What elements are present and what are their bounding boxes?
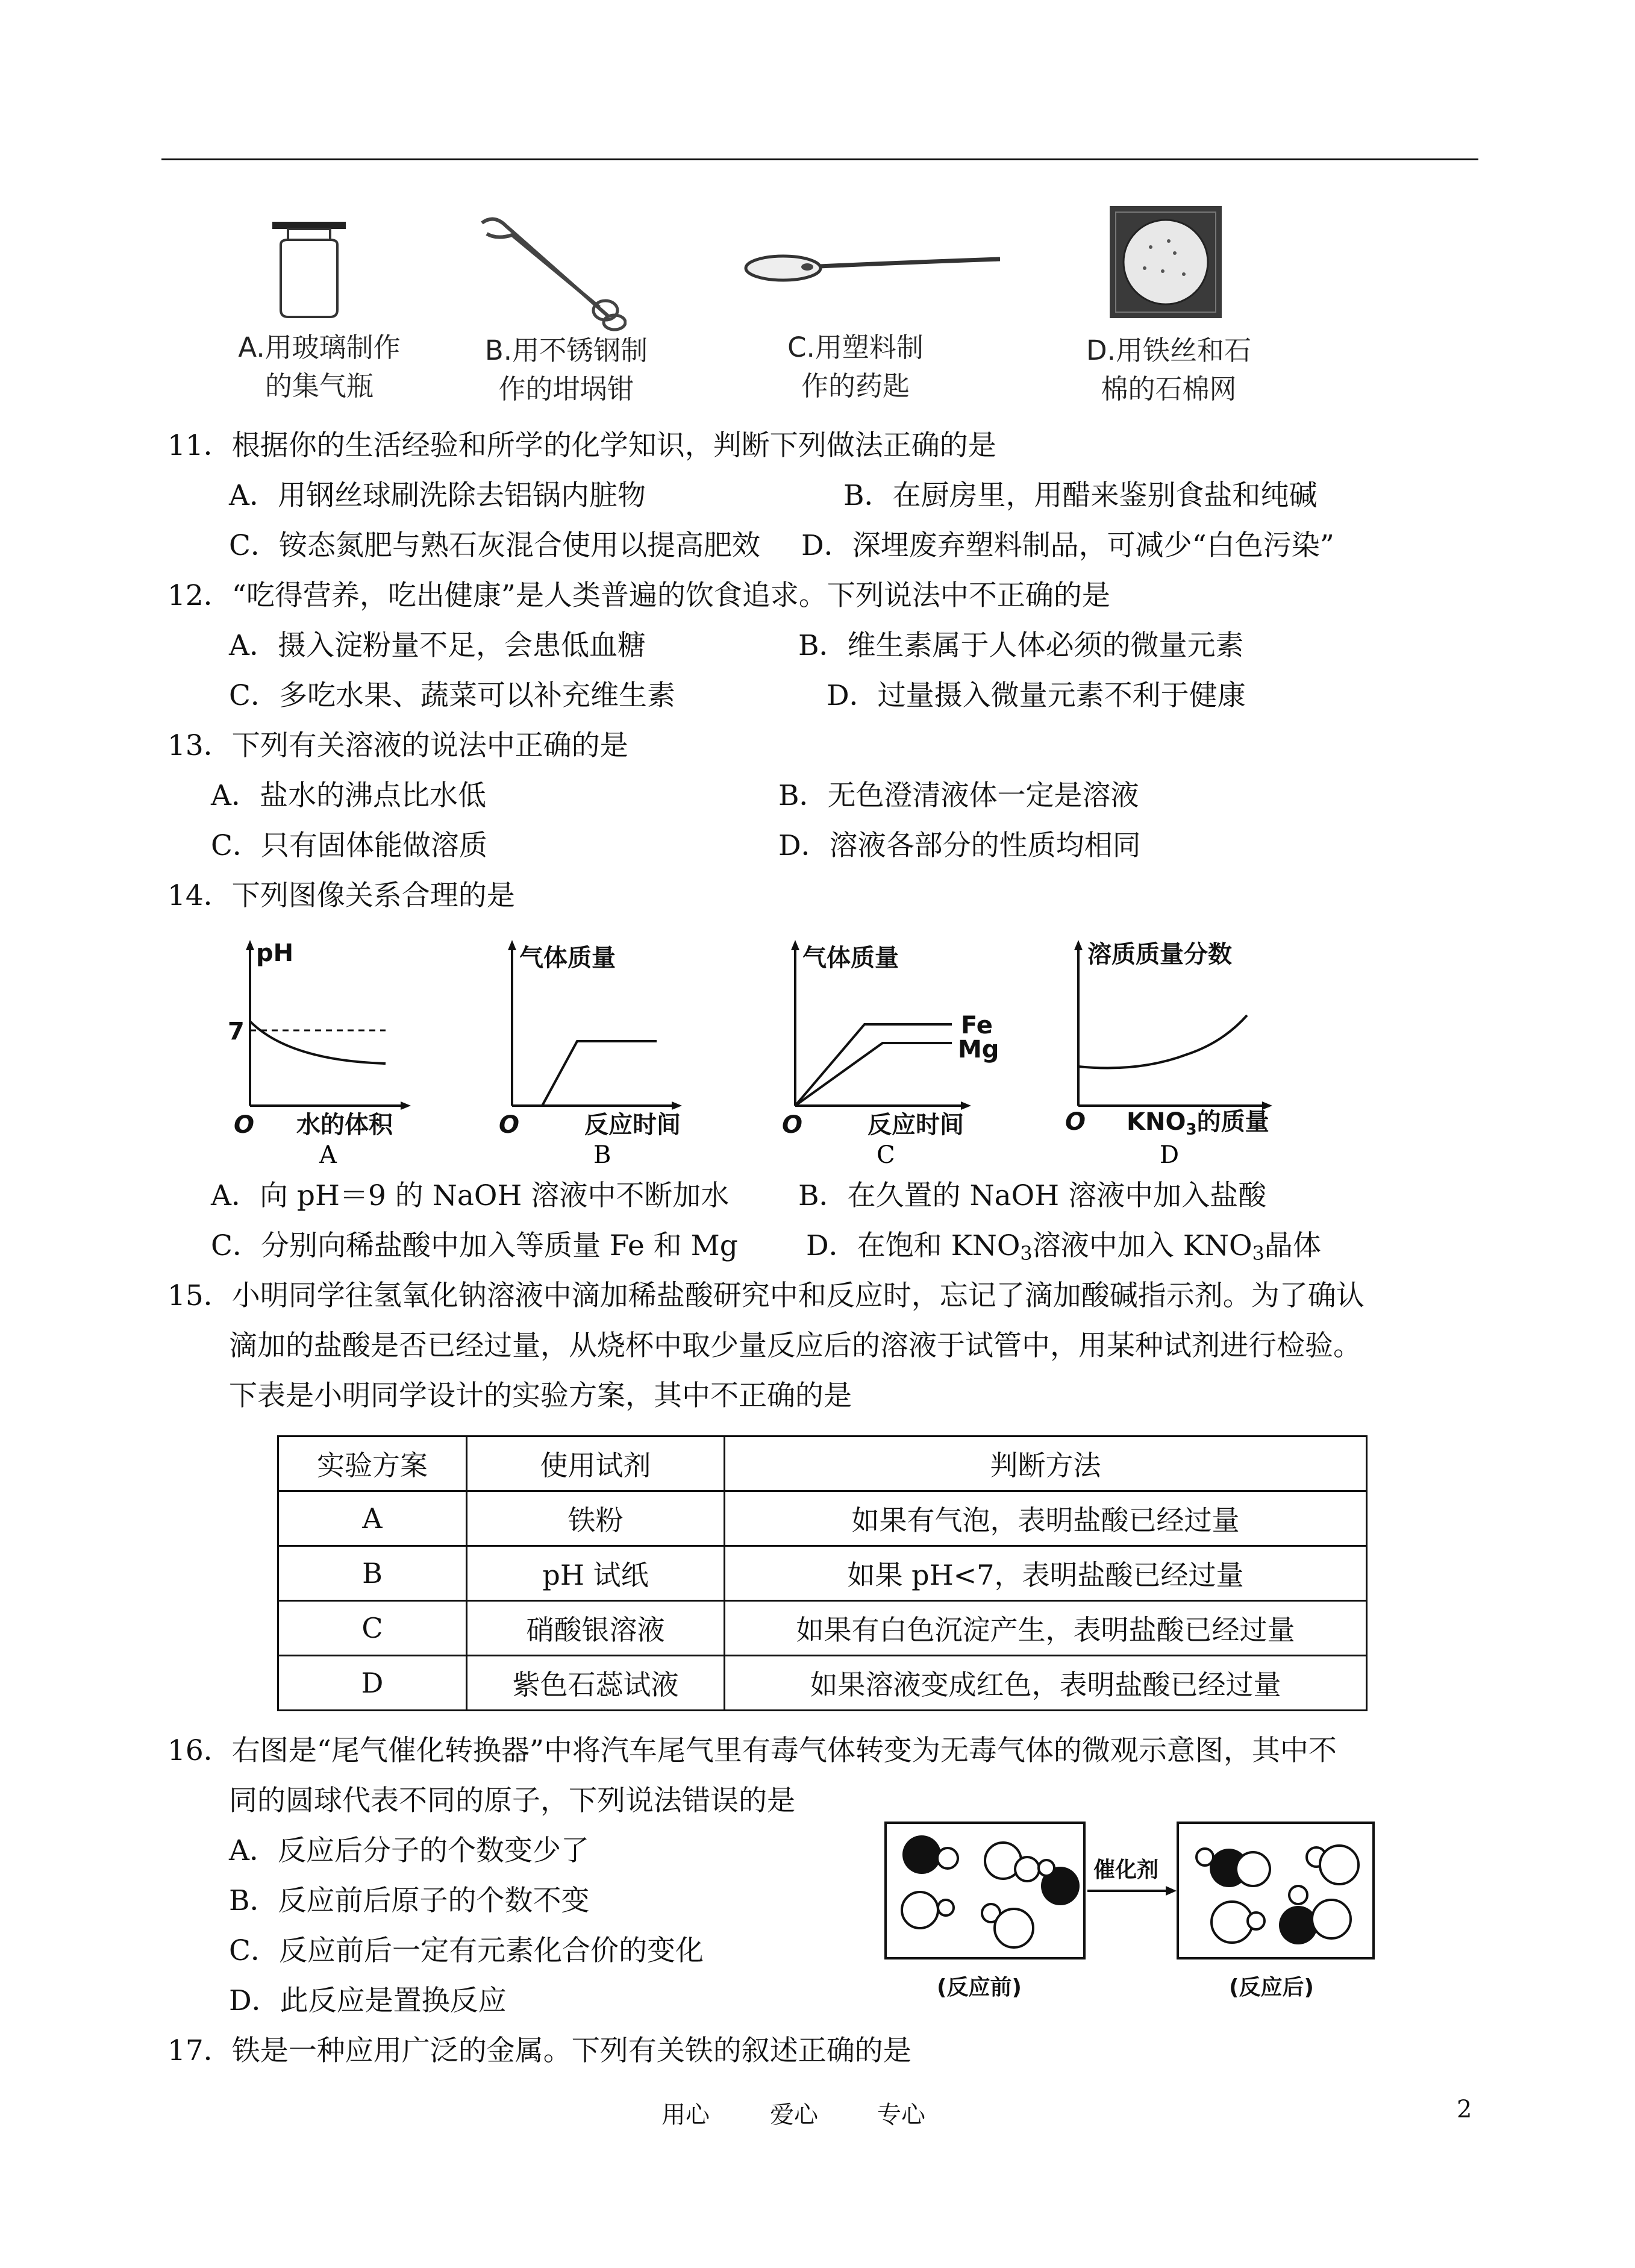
caption-c: C.用塑料制 作的药匙 xyxy=(787,331,924,402)
apparatus-row xyxy=(181,205,1325,410)
table-row xyxy=(278,1491,1367,1546)
q11-option-d: D．深埋废弃塑料制品，可减少“白色污染” xyxy=(801,529,1334,562)
table-cell: pH 试纸 xyxy=(467,1546,725,1601)
q11-option-c: C．铵态氮肥与熟石灰混合使用以提高肥效 xyxy=(229,529,760,562)
table-header-row xyxy=(278,1436,1367,1491)
q14-option-a: A．向 pH＝9 的 NaOH 溶液中不断加水 xyxy=(211,1179,730,1212)
q15-line1: 15．小明同学往氢氧化钠溶液中滴加稀盐酸研究中和反应时，忘记了滴加酸碱指示剂。为了确认 xyxy=(167,1279,1365,1312)
graph-c-xlabel: 反应时间 xyxy=(868,1111,964,1139)
graph-a-tick: 7 xyxy=(228,1018,245,1045)
q13-option-d: D．溶液各部分的性质均相同 xyxy=(778,829,1141,862)
crucible-tongs-icon xyxy=(470,211,627,331)
q12-option-a: A．摄入淀粉量不足，会患低血糖 xyxy=(229,629,646,662)
q16-line1: 16．右图是“尾气催化转换器”中将汽车尾气里有毒气体转变为无毒气体的微观示意图，其中不 xyxy=(167,1734,1337,1767)
table-cell: A xyxy=(278,1491,467,1546)
graph-a-ylabel: pH xyxy=(256,939,294,967)
q16-option-b: B．反应前后原子的个数不变 xyxy=(229,1884,590,1917)
graph-a-xlabel: 水的体积 xyxy=(296,1111,393,1139)
caption-d: D.用铁丝和石 棉的石棉网 xyxy=(1086,334,1251,405)
q12-option-b: B．维生素属于人体必须的微量元素 xyxy=(798,629,1244,662)
experiment-table xyxy=(277,1435,1368,1711)
catalyst-label: 催化剂 xyxy=(1093,1858,1159,1882)
table-header: 判断方法 xyxy=(725,1436,1367,1491)
graph-d-ylabel: 溶质质量分数 xyxy=(1087,941,1232,968)
q11-option-b: B．在厨房里，用醋来鉴别食盐和纯碱 xyxy=(843,479,1318,512)
graph-c xyxy=(777,937,1018,1169)
table-cell: 铁粉 xyxy=(467,1491,725,1546)
graph-c-ylabel: 气体质量 xyxy=(802,944,899,972)
table-cell: 如果溶液变成红色，表明盐酸已经过量 xyxy=(725,1656,1367,1711)
graph-b-letter: B xyxy=(593,1141,611,1169)
table-cell: 如果有白色沉淀产生，表明盐酸已经过量 xyxy=(725,1601,1367,1656)
graph-b-ylabel: 气体质量 xyxy=(519,944,616,972)
table-cell: B xyxy=(278,1546,467,1601)
graph-d-xlabel: $KNO_3$的质量 xyxy=(1127,1108,1269,1139)
table-row xyxy=(278,1601,1367,1656)
q14-option-d: D．在饱和 $KNO_3$溶液中加入 $KNO_3$晶体 xyxy=(806,1229,1321,1265)
q14-stem: 14．下列图像关系合理的是 xyxy=(167,879,515,912)
q12-stem: 12．“吃得营养，吃出健康”是人类普遍的饮食追求。下列说法中不正确的是 xyxy=(167,579,1110,612)
table-row xyxy=(278,1656,1367,1711)
header-rule xyxy=(161,158,1478,160)
footer-motto-2: 爱心 xyxy=(770,2101,818,2129)
gas-jar-icon xyxy=(270,219,348,322)
table-cell: C xyxy=(278,1601,467,1656)
q13-stem: 13．下列有关溶液的说法中正确的是 xyxy=(167,729,628,762)
before-label: (反应前) xyxy=(937,1975,1022,2000)
after-label: (反应后) xyxy=(1229,1975,1314,2000)
table-cell: 如果有气泡，表明盐酸已经过量 xyxy=(725,1491,1367,1546)
caption-a: A.用玻璃制作 的集气瓶 xyxy=(238,331,401,402)
graph-a-origin: O xyxy=(234,1111,255,1139)
graph-d-origin: O xyxy=(1065,1108,1086,1136)
reaction-diagram xyxy=(883,1820,1377,2006)
graph-c-origin: O xyxy=(782,1111,803,1139)
table-cell: 硝酸银溶液 xyxy=(467,1601,725,1656)
table-row xyxy=(278,1546,1367,1601)
table-cell: 紫色石蕊试液 xyxy=(467,1656,725,1711)
q16-option-a: A．反应后分子的个数变少了 xyxy=(229,1834,589,1867)
table-header: 实验方案 xyxy=(278,1436,467,1491)
q16-option-c: C．反应前后一定有元素化合价的变化 xyxy=(229,1934,704,1967)
caption-b: B.用不锈钢制 作的坩埚钳 xyxy=(484,334,648,405)
q16-line2: 同的圆球代表不同的原子，下列说法错误的是 xyxy=(229,1784,795,1817)
graph-a-letter: A xyxy=(319,1141,337,1169)
graph-d-letter: D xyxy=(1160,1141,1180,1169)
q14-option-b: B．在久置的 NaOH 溶液中加入盐酸 xyxy=(798,1179,1267,1212)
table-cell: 如果 pH<7，表明盐酸已经过量 xyxy=(725,1546,1367,1601)
q12-option-c: C．多吃水果、蔬菜可以补充维生素 xyxy=(229,679,675,712)
footer-motto-1: 用心 xyxy=(661,2101,710,2129)
graph-d xyxy=(1060,937,1301,1169)
table-header: 使用试剂 xyxy=(467,1436,725,1491)
graph-b xyxy=(494,937,693,1169)
graph-b-origin: O xyxy=(499,1111,520,1139)
q15-line3: 下表是小明同学设计的实验方案，其中不正确的是 xyxy=(229,1379,852,1412)
q16-option-d: D．此反应是置换反应 xyxy=(229,1984,507,2017)
q11-stem: 11．根据你的生活经验和所学的化学知识，判断下列做法正确的是 xyxy=(167,429,996,462)
footer-motto-3: 专心 xyxy=(877,2101,925,2129)
graph-c-letter: C xyxy=(877,1141,895,1169)
graph-b-xlabel: 反应时间 xyxy=(584,1111,681,1139)
q12-option-d: D．过量摄入微量元素不利于健康 xyxy=(827,679,1246,712)
page-number: 2 xyxy=(1457,2096,1472,2123)
q13-option-b: B．无色澄清液体一定是溶液 xyxy=(778,779,1139,812)
q13-option-a: A．盐水的沸点比水低 xyxy=(211,779,486,812)
q17-stem: 17．铁是一种应用广泛的金属。下列有关铁的叙述正确的是 xyxy=(167,2034,911,2067)
q13-option-c: C．只有固体能做溶质 xyxy=(211,829,487,862)
graph-c-mg-label: Mg xyxy=(958,1036,999,1064)
table-cell: D xyxy=(278,1656,467,1711)
q15-line2: 滴加的盐酸是否已经过量，从烧杯中取少量反应后的溶液于试管中，用某种试剂进行检验。 xyxy=(229,1329,1361,1362)
asbestos-gauze-icon xyxy=(1108,205,1223,319)
graph-a xyxy=(223,937,422,1169)
q11-option-a: A．用钢丝球刷洗除去铝锅内脏物 xyxy=(229,479,646,512)
medicine-spoon-icon xyxy=(741,241,1006,295)
q14-option-c: C．分别向稀盐酸中加入等质量 Fe 和 Mg xyxy=(211,1229,738,1262)
graph-c-fe-label: Fe xyxy=(961,1012,993,1039)
